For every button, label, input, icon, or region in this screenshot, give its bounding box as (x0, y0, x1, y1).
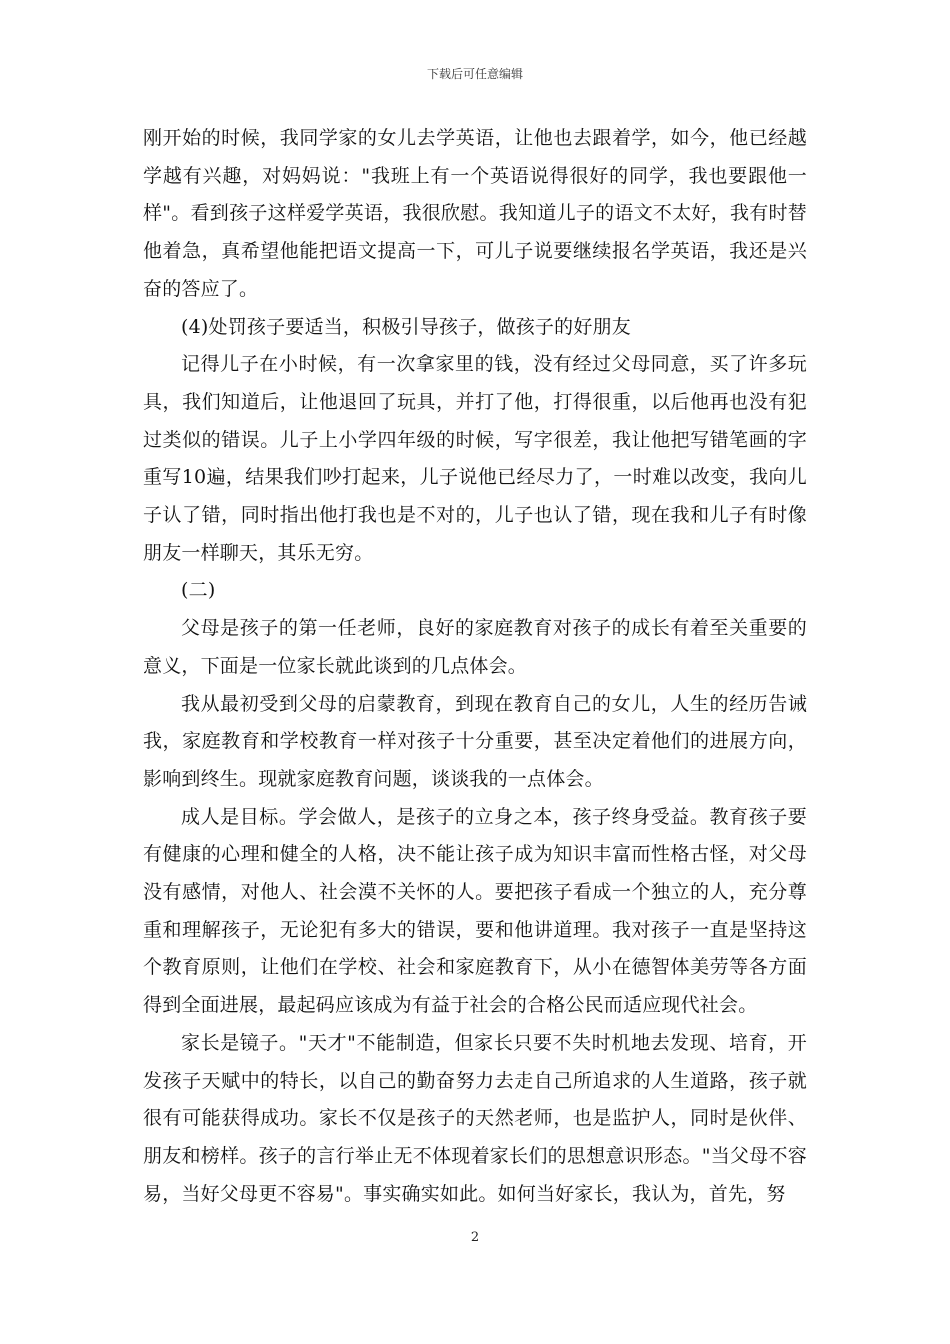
section-heading-punishment: (4)处罚孩子要适当，积极引导孩子，做孩子的好朋友 (181, 315, 631, 338)
paragraph-english-learning: 刚开始的时候，我同学家的女儿去学英语，让他也去跟着学，如今，他已经越学越有兴趣，对妈妈说："我班上有一个英语说得很好的同学，我也要跟他一样"。看到孩子这样爱学英语，我很欣慰。我知道儿子的语文不太好，我有时替他着急，真希望他能把语文提高一下，可儿子说要继续报名学英语，我还是兴奋的答应了。 (143, 127, 807, 300)
paragraph-enlightenment: 我从最初受到父母的启蒙教育，到现在教育自己的女儿，人生的经历告诫我，家庭教育和学校教育一样对孩子十分重要，甚至决定着他们的进展方向，影响到终生。现就家庭教育问题，谈谈我的一点体会。 (143, 692, 807, 790)
section-heading-part-two: (二) (181, 579, 216, 602)
paragraph-childhood-story: 记得儿子在小时候，有一次拿家里的钱，没有经过父母同意，买了许多玩具，我们知道后，让他退回了玩具，并打了他，打得很重，以后他再也没有犯过类似的错误。儿子上小学四年级的时候，写字很差，我让他把写错笔画的字重写10遍，结果我们吵打起来，儿子说他已经尽力了，一时难以改变，我向儿子认了错，同时指出他打我也是不对的，儿子也认了错，现在我和儿子有时像朋友一样聊天，其乐无穷。 (143, 353, 807, 564)
page-header: 下载后可任意编辑 (426, 67, 523, 81)
paragraph-parents-first-teacher: 父母是孩子的第一任老师，良好的家庭教育对孩子的成长有着至关重要的意义，下面是一位家长就此谈到的几点体会。 (143, 617, 807, 677)
page-number: 2 (470, 1230, 480, 1245)
paragraph-goal-of-adulthood: 成人是目标。学会做人，是孩子的立身之本，孩子终身受益。教育孩子要有健康的心理和健全的人格，决不能让孩子成为知识丰富而性格古怪，对父母没有感情，对他人、社会漠不关怀的人。要把孩子看成一个独立的人，充分尊重和理解孩子，无论犯有多大的错误，要和他讲道理。我对孩子一直是坚持这个教育原则，让他们在学校、社会和家庭教育下，从小在德智体美劳等各方面得到全面进展，最起码应该成为有益于社会的合格公民而适应现代社会。 (143, 805, 807, 1017)
document-body (143, 120, 807, 1213)
paragraph-parents-as-mirror: 家长是镜子。"天才"不能制造，但家长只要不失时机地去发现、培育，开发孩子天赋中的特长，以自己的勤奋努力去走自己所追求的人生道路，孩子就很有可能获得成功。家长不仅是孩子的天然老师，也是监护人，同时是伙伴、朋友和榜样。孩子的言行举止无不体现着家长们的思想意识形态。"当父母不容易，当好父母更不容易"。事实确实如此。如何当好家长，我认为，首先，努 (143, 1031, 807, 1205)
